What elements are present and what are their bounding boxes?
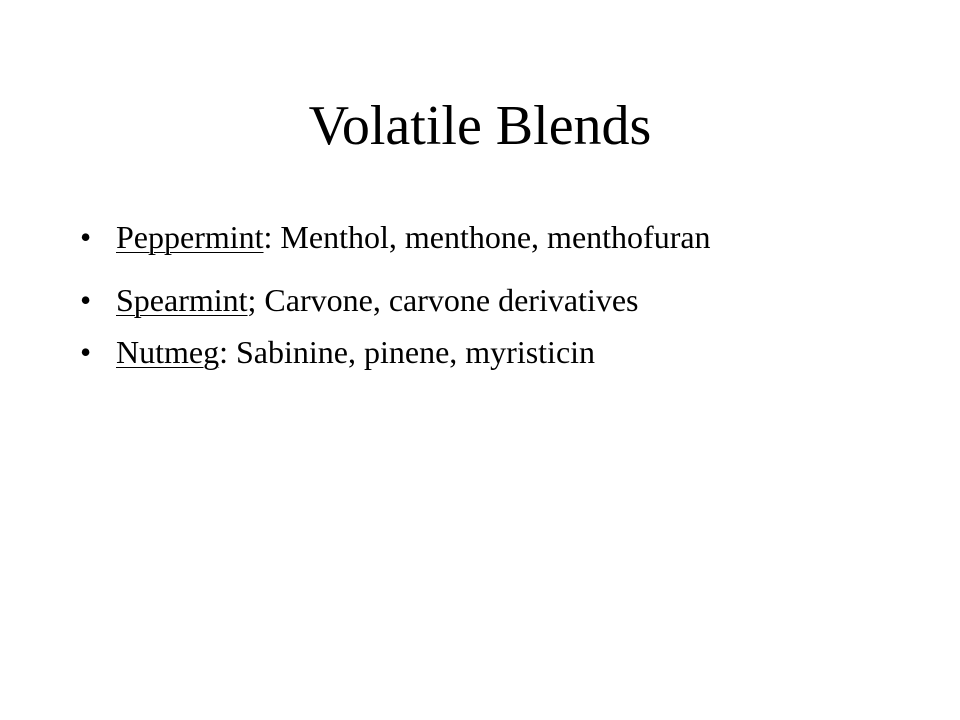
bullet-term: Peppermint — [116, 219, 264, 255]
bullet-icon: • — [80, 334, 92, 370]
bullet-icon: • — [80, 219, 92, 255]
bullet-text: ; Carvone, carvone derivatives — [247, 282, 639, 318]
bullet-item-spearmint — [78, 281, 898, 319]
slide-title: Volatile Blends — [308, 95, 652, 157]
bullet-term: Spearmint — [116, 282, 248, 318]
bullet-list — [78, 218, 898, 385]
bullet-item-peppermint — [78, 218, 898, 256]
bullet-text: : Sabinine, pinene, myristicin — [219, 334, 596, 370]
bullet-icon: • — [80, 282, 92, 318]
bullet-text: : Menthol, menthone, menthofuran — [263, 219, 711, 255]
bullet-item-nutmeg — [78, 333, 898, 371]
bullet-term: Nutmeg — [116, 334, 220, 370]
